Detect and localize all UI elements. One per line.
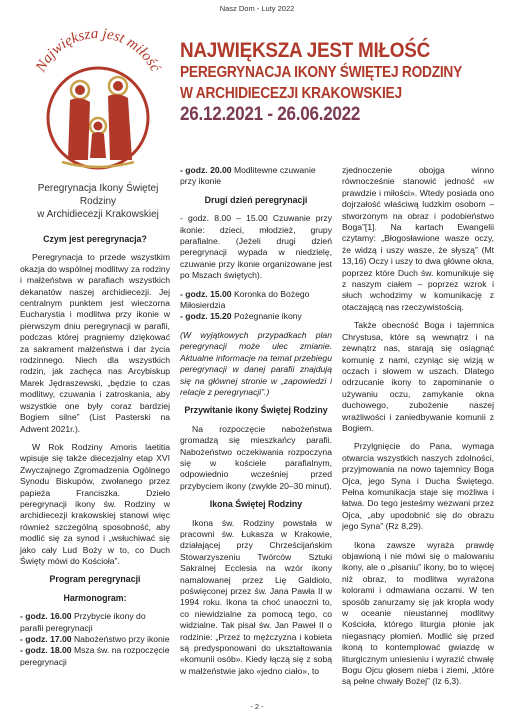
column-1	[20, 228, 170, 675]
schedule-text: Pożegnanie ikony	[231, 311, 302, 322]
article-title	[180, 38, 510, 126]
schedule-item	[20, 611, 170, 634]
logo-arc-text: Największa jest miłość	[32, 25, 164, 75]
paragraph: Ikona św. Rodziny powstała w pracowni św. Łukasza w Krakowie, działającej przy Chrześcijańskim Stowarzyszeniu Twórców Sztuki Sakralnej Ecclesia na wzór ikony namalowanej przez Lię Galdiolo, poświęconej przez św. Jana Pawła II w 1994 roku. Ikona ta choć unaoczni to, co niewidzialne za pomocą tego, co widzialne. Tak pisał św. Jan Paweł II o rodzinie: „Przez to mężczyzna i kobieta są predysponowani do ukształtowania «komunii osób». Kiedy łączą się z sobą w małżeństwie jako «jedno ciało», to	[180, 517, 332, 676]
page-header: Nasz Dom - Luty 2022	[219, 4, 295, 13]
schedule-time: - godz. 17.00	[20, 634, 72, 644]
schedule-item	[180, 289, 332, 312]
schedule-item	[180, 165, 332, 188]
section-heading: Harmonogram:	[63, 592, 127, 603]
title-line3: W ARCHIDIECEZJI KRAKOWSKIEJ	[180, 85, 402, 102]
title-line1: NAJWIĘKSZA JEST MIŁOŚĆ	[180, 38, 430, 62]
section-heading: Ikona Świętej Rodziny	[209, 499, 303, 510]
schedule-item	[20, 645, 170, 668]
paragraph: Na rozpoczęcie nabożeństwa gromadzą się mieszkańcy parafii. Nabożeństwo oczekiwania rozpoczyna się w kościele parafialnym, odpowiednio wcześniej przed przybyciem ikony (zwykle 20–30 minut).	[180, 423, 332, 491]
title-line2: PEREGRYNACJA IKONY ŚWIĘTEJ RODZINY	[180, 64, 463, 81]
schedule-time: - godz. 18.00	[20, 645, 72, 656]
logo-caption-line1: Peregrynacja Ikony Świętej Rodziny	[37, 183, 159, 207]
schedule-time: - godz. 15.20	[180, 311, 232, 322]
paragraph: Przylgnięcie do Pana, wymaga otwarcia wszystkich naszych zdolności, przyjmowania na nowo tajemnicy Boga Ojca, jego Syna i Ducha Świętego. Pełna komunikacja staje się możliwa i łatwa. Do tego jesteśmy wezwani przez Ojca, „aby upodobnić się do obrazu jego Syna” (Rz 8,29).	[342, 441, 494, 532]
schedule-text: Koronka do Bożego Miłosierdzia	[180, 288, 310, 311]
schedule-item	[180, 311, 332, 322]
note-paragraph: (W wyjątkowych przypadkach plan peregrynacji może ulec zmianie. Aktualne informacje na temat przebiegu peregrynacji w danej parafii znajdują się na głównej stronie w „zapowiedzi i relacje z peregrynacji”.)	[180, 329, 332, 397]
schedule-list	[180, 289, 332, 323]
schedule-text: Modlitewne czuwanie przy ikonie	[180, 165, 316, 187]
schedule-list	[180, 165, 332, 188]
schedule-time: - godz. 16.00	[20, 611, 72, 622]
logo-caption-line2: w Archidiecezji Krakowskiej	[37, 209, 159, 220]
section-heading: Czym jest peregrynacja?	[43, 234, 147, 244]
title-dates: 26.12.2021 - 26.06.2022	[180, 104, 361, 125]
paragraph: W Rok Rodziny Amoris laetitia wpisuje się także diecezjalny etap XVI Zwyczajnego Zgromadzenia Ogólnego Synodu Biskupów, zwołanego przez papieża Franciszka. Dzieło peregrynacji ikony św. Rodziny w archidiecezji krakowskiej stanowi więc również szczególną sposobność, aby modlić się za synod i „wsłuchiwać się jako cały Lud Boży w to, co Duch Święty mówi do Kościoła”.	[20, 441, 170, 566]
holy-family-emblem-icon	[22, 20, 174, 180]
paragraph: Peregrynacja to przede wszystkim okazja do wspólnej modlitwy za rodziny i małżeństwa w parafiach wszystkich dekanatów naszej archidiecezji. Jej centralnym punktem jest wieczorna Eucharystia i modlitwa przy ikonie w pierwszym dniu peregrynacji w parafii, podczas której pragniemy dziękować za sakrament małżeństwa i dar życia rodzinnego. Niech dla wszystkich rodzin, jak zachęca nas Arcybiskup Marek Jędraszewski, „będzie to czas modlitwy, czuwania i zatroskania, aby wszystkie one były coraz bardziej Bogiem silne” (List Pasterski na Adwent 2021r.).	[20, 252, 170, 434]
column-3	[342, 165, 494, 695]
logo-caption	[22, 182, 174, 221]
schedule-text: Nabożeństwo przy ikonie	[71, 634, 170, 644]
schedule-text: Msza św. na rozpoczęcie peregrynacji	[20, 645, 170, 667]
paragraph: zjednoczenie obojga winno równocześnie stanowić jedność «w prawdzie i miłości». Wtedy posiada ono dojrzałość właściwą ludzkim osobom – stworzonym na obraz i podobieństwo Boga”[1]. Na kartach Ewangelii czytamy: „Błogosławione wasze oczy, że widzą i uszy wasze, że słyszą” (Mt 13,16) Oczy i uszy to dwa główne okna, poprzez które Duch św. komunikuje się z naszym ciałem – poprzez wzrok i słuch wchodzimy w komunikację z otaczającą nas rzeczywistością.	[342, 165, 494, 312]
section-heading: Program peregrynacji	[49, 574, 141, 585]
paragraph: Ikona zawsze wyraża prawdę objawioną i nie mówi się o malowaniu ikony, ale o „pisaniu” ikony, bo to więcej niż obraz, to modlitwa wyrażona kolorami i odmawiana oczami. W ten sposób zanurzamy się jak kropla wody w oceanie nieustannej modlitwy Kościoła, którego liturgia płonie jak niegasnący płomień. Modlić się przed ikoną to kontemplować gwiazdę w liturgicznym uniesieniu i wyrazić chwałę Bogu Ojcu głosem nieba i ziemi, „które są pełne chwały Bożej” (Iz 6,3).	[342, 539, 494, 687]
schedule-item	[20, 634, 170, 645]
paragraph: Także obecność Boga i tajemnica Chrystusa, które są wewnątrz i na zewnątrz nas, starają się osiągnąć komunię z nami, czyniąc się wizją w oczach i słowem w uszach. Dlatego odrzucanie ikony to zapominanie o używaniu oczu, zamykanie okna duchowego, zubożenie naszej wrażliwości i zaniedbywanie komunii z Bogiem.	[342, 320, 494, 433]
schedule-time: - godz. 20.00	[180, 165, 232, 175]
peregrination-logo	[22, 20, 174, 220]
schedule-text: Przybycie ikony do parafii peregrynacji	[20, 611, 146, 633]
section-heading: Drugi dzień peregrynacji	[204, 194, 308, 205]
schedule-time: - godz. 15.00	[180, 288, 232, 299]
paragraph: - godz. 8.00 – 15.00 Czuwanie przy ikonie: dzieci, młodzież, grupy parafialne. (Jeżeli drugi dzień peregrynacji wypada w niedzielę, czuwanie przy ikonie organizowane jest po Mszach świętych).	[180, 213, 332, 281]
page-number: - 2 -	[250, 702, 264, 711]
column-2	[180, 165, 332, 684]
schedule-list	[20, 611, 170, 668]
section-heading: Przywitanie ikony Świętej Rodziny	[184, 405, 328, 416]
